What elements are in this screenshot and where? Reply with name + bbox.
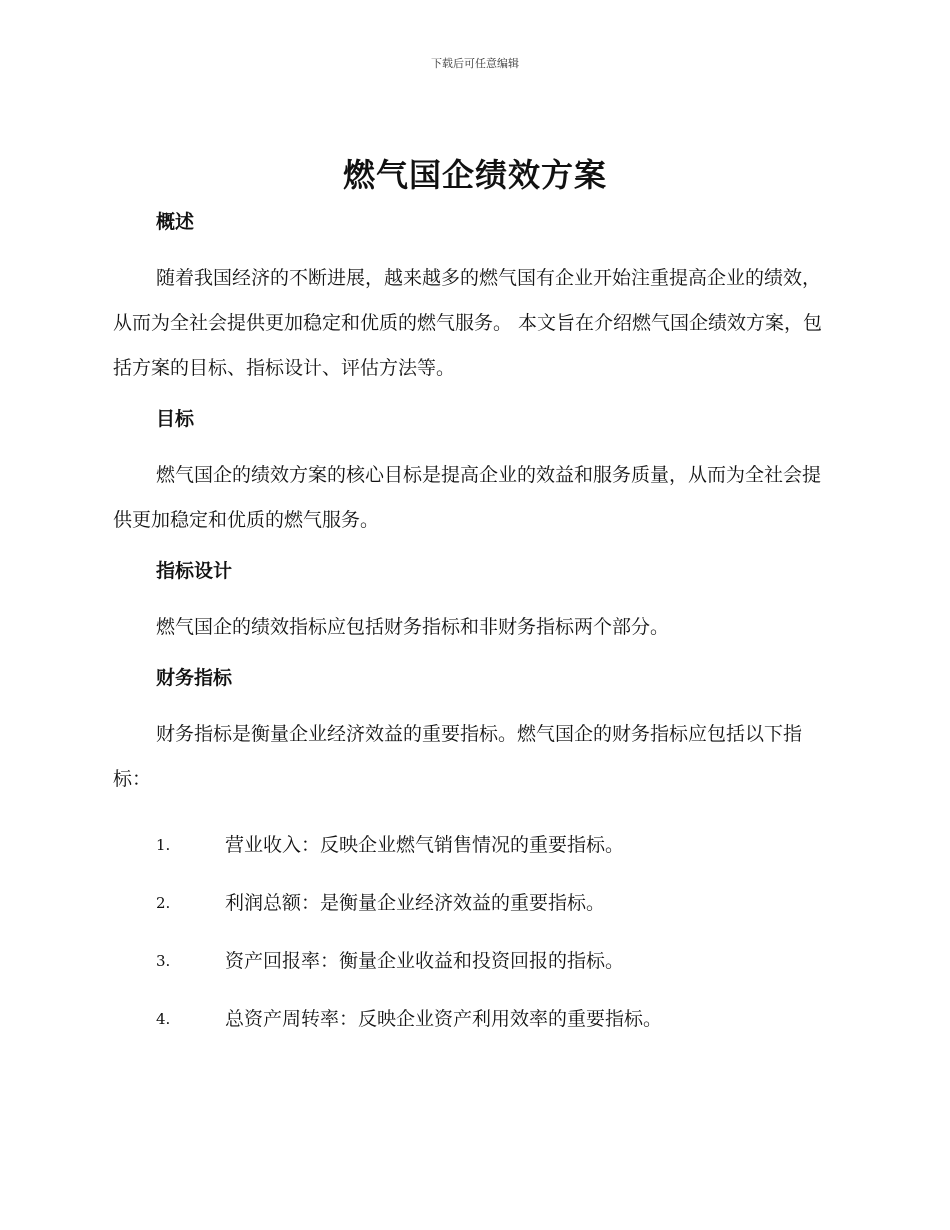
list-item-text: 总资产周转率：反映企业资产利用效率的重要指标。 [225, 1008, 663, 1030]
list-item [113, 1002, 838, 1060]
document-title: 燃气国企绩效方案 [342, 156, 607, 194]
header-note: 下载后可任意编辑 [431, 57, 519, 70]
document-body [113, 205, 838, 1060]
paragraph-financial: 财务指标是衡量企业经济效益的重要指标。燃气国企的财务指标应包括以下指标： [113, 723, 803, 790]
list-item [113, 944, 838, 1002]
section-heading-overview: 概述 [156, 211, 195, 233]
list-item [113, 886, 838, 944]
paragraph-indicator-design: 燃气国企的绩效指标应包括财务指标和非财务指标两个部分。 [156, 616, 670, 638]
list-item-text: 利润总额：是衡量企业经济效益的重要指标。 [225, 892, 606, 914]
list-item-text: 资产回报率：衡量企业收益和投资回报的指标。 [225, 950, 625, 972]
list-item-number: 2. [156, 894, 171, 912]
list-item-text: 营业收入：反映企业燃气销售情况的重要指标。 [225, 834, 625, 856]
financial-indicator-list [113, 828, 838, 1060]
section-heading-financial: 财务指标 [156, 667, 233, 689]
list-item-number: 3. [156, 952, 171, 970]
list-item [113, 828, 838, 886]
list-item-number: 4. [156, 1010, 171, 1028]
paragraph-goal: 燃气国企的绩效方案的核心目标是提高企业的效益和服务质量，从而为全社会提供更加稳定和优质的燃气服务。 [113, 464, 822, 531]
paragraph-overview: 随着我国经济的不断进展，越来越多的燃气国有企业开始注重提高企业的绩效，从而为全社会提供更加稳定和优质的燃气服务。 本文旨在介绍燃气国企绩效方案，包括方案的目标、指标设计、评估方法等。 [113, 267, 823, 379]
list-item-number: 1. [156, 836, 171, 854]
section-heading-indicator-design: 指标设计 [156, 560, 233, 582]
section-heading-goal: 目标 [156, 408, 195, 430]
